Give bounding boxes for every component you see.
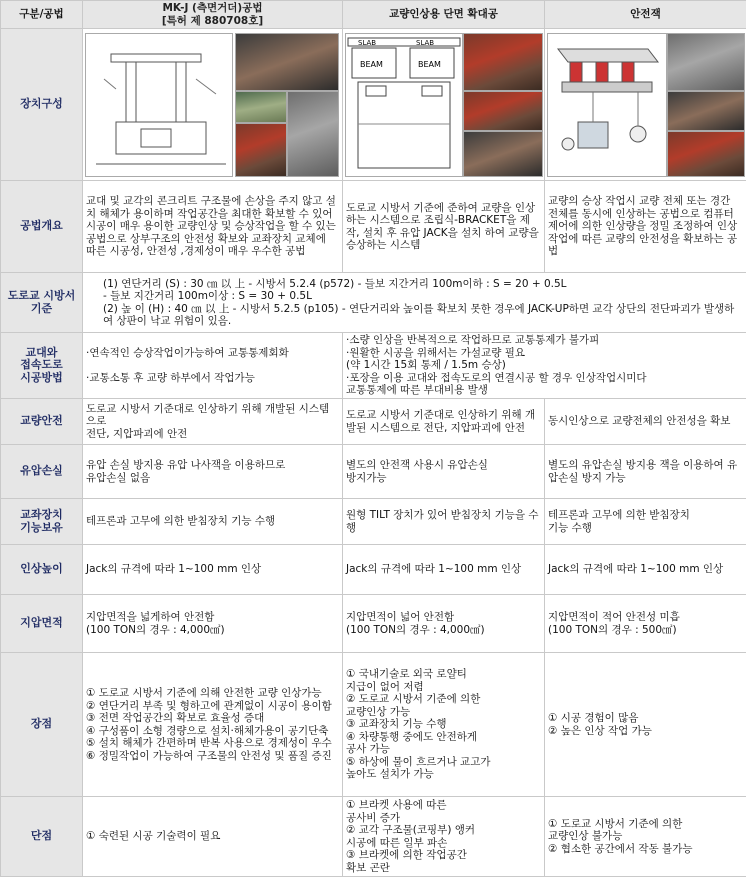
height-safety-jack: Jack의 규격에 따라 1~100 mm 인상 (545, 545, 746, 595)
area-enlargement: 지압면적이 넓어 안전함 (100 TON의 경우 : 4,000㎠) (343, 595, 545, 653)
row-overview (1, 181, 746, 273)
height-mkj: Jack의 규격에 따라 1~100 mm 인상 (83, 545, 343, 595)
drawing-label-beam-2: BEAM (418, 59, 441, 69)
header-safety-jack: 안전잭 (545, 1, 746, 29)
bearing-enlargement: 원형 TILT 장치가 있어 받침장치 기능을 수행 (343, 499, 545, 545)
header-category: 구분/공법 (1, 1, 83, 29)
mkj-drawing (85, 33, 233, 177)
row-label-safety: 교량안전 (1, 399, 83, 445)
enlargement-photo-2 (463, 91, 543, 131)
safety-jack-diagram (547, 33, 667, 177)
cons-enlargement: ① 브라켓 사용에 따른 공사비 증가 ② 교각 구조물(코핑부) 앵커 시공에 따른 일부 파손 ③ 브라켓에 의한 작업공간 확보 곤란 (343, 797, 545, 877)
enlargement-photo-1 (463, 33, 543, 91)
drawing-label-slab-2: SLAB (416, 38, 435, 47)
enlargement-drawing (345, 33, 463, 177)
row-label-cons: 단점 (1, 797, 83, 877)
row-safety (1, 399, 746, 445)
row-label-bearing: 교좌장치 기능보유 (1, 499, 83, 545)
device-figures-mkj (83, 29, 343, 181)
area-safety-jack: 지압면적이 적어 안전성 미흡 (100 TON의 경우 : 500㎠) (545, 595, 746, 653)
row-label-area: 지압면적 (1, 595, 83, 653)
row-label-traffic: 교대와 접속도로 시공방법 (1, 333, 83, 399)
device-figures-enlargement (343, 29, 545, 181)
row-label-overview: 공법개요 (1, 181, 83, 273)
row-label-pros: 장점 (1, 653, 83, 797)
row-area (1, 595, 746, 653)
spec-text: (1) 연단거리 (S) : 30 ㎝ 以 上 - 시방서 5.2.4 (p572) - 들보 지간거리 100m이하 : S = 20 + 0.5L - 들보 지간거리 100m이상 : S = 30 + 0.5L (2) 높 이 (H) : 40 ㎝ 以 上 - 시방서 5.2.5 (p105) - 연단거리와 높이를 확보치 못한 경우에 JACK-UP하면 교각 상단의 전단파괴가 발생하여 상판이 낙교 위험이 있음. (83, 273, 746, 333)
mkj-photo-4 (287, 91, 339, 177)
header-section-enlargement: 교량인상용 단면 확대공 (343, 1, 545, 29)
oil-mkj: 유압 손실 방지용 유압 나사잭을 이용하므로 유압손실 없음 (83, 445, 343, 499)
safety-safety-jack: 동시인상으로 교량전체의 안전성을 확보 (545, 399, 746, 445)
mkj-photo-1 (235, 33, 339, 91)
row-device (1, 29, 746, 181)
row-label-device: 장치구성 (1, 29, 83, 181)
bearing-mkj: 테프론과 고무에 의한 받침장치 기능 수행 (83, 499, 343, 545)
pros-mkj: ① 도로교 시방서 기준에 의해 안전한 교량 인상가능 ② 연단거리 부족 및 형하고에 관계없이 시공이 용이함 ③ 전면 작업공간의 확보로 효율성 증대 ④ 구성품이 소형 경량으로 설치·해체가용이 공기단축 ⑤ 설치 해체가 간편하며 반복 사용으로 경제성이 우수 ⑥ 정밀작업이 가능하여 구조물의 안전성 및 품질 증진 (83, 653, 343, 797)
row-traffic (1, 333, 746, 399)
overview-safety-jack: 교량의 승상 작업시 교량 전체 또는 경간 전체를 동시에 인상하는 공법으로 컴퓨터 제어에 의한 인상량을 정밀 조정하여 인상작업에 따른 교량의 안전성을 확보하는 공법 (545, 181, 746, 273)
drawing-label-slab-1: SLAB (358, 38, 377, 47)
row-label-height: 인상높이 (1, 545, 83, 595)
row-bearing (1, 499, 746, 545)
pros-enlargement: ① 국내기술로 외국 로얄티 지급이 없어 저렴 ② 도로교 시방서 기준에 의한 교량인상 가능 ③ 교좌장치 기능 수행 ④ 차량통행 중에도 안전하게 공사 가능 ⑤ 하상에 물이 흐르거나 교고가 높아도 설치가 가능 (343, 653, 545, 797)
safety-mkj: 도로교 시방서 기준대로 인상하기 위해 개발된 시스템으로 전단, 지압파괴에 안전 (83, 399, 343, 445)
row-oil (1, 445, 746, 499)
traffic-enlargement: ·소량 인상을 반복적으로 작업하므로 교통통제가 불가피 ·원활한 시공을 위해서는 가설교량 필요 (약 1시간 15회 통제 / 1.5m 승상) ·포장을 이용 교대와 접속도로의 연결시공 할 경우 인상작업시미다 교통통제에 따른 부대비용 발생 (343, 333, 746, 399)
row-label-oil: 유압손실 (1, 445, 83, 499)
safety-jack-photo-2 (667, 91, 745, 131)
enlargement-photo-3 (463, 131, 543, 177)
row-spec (1, 273, 746, 333)
row-cons (1, 797, 746, 877)
row-pros (1, 653, 746, 797)
overview-mkj: 교대 및 교각의 콘크리트 구조물에 손상을 주지 않고 설치 해체가 용이하며 작업공간을 최대한 확보할 수 있어 시공이 매우 용이한 교량인상 및 승상작업을 할 수 있는 공법으로 상부구조의 안전성 확보와 교좌장치 교체에 따른 시공성, 안전성 ,경제성이 매우 우수한 공법 (83, 181, 343, 273)
overview-enlargement: 도로교 시방서 기준에 준하여 교량을 인상하는 시스템으로 조립식-BRACKET을 제작, 설치 후 유압 JACK을 설치 하여 교량을 승상하는 시스템 (343, 181, 545, 273)
cons-safety-jack: ① 도로교 시방서 기준에 의한 교량인상 불가능 ② 협소한 공간에서 작동 불가능 (545, 797, 746, 877)
safety-enlargement: 도로교 시방서 기준대로 인상하기 위해 개발된 시스템으로 전단, 지압파괴에 안전 (343, 399, 545, 445)
drawing-label-beam-1: BEAM (360, 59, 383, 69)
safety-jack-photo-3 (667, 131, 745, 177)
area-mkj: 지압면적을 넓게하여 안전함 (100 TON의 경우 : 4,000㎠) (83, 595, 343, 653)
safety-jack-photo-1 (667, 33, 745, 91)
header-row (1, 1, 746, 29)
pros-safety-jack: ① 시공 경험이 많음 ② 높은 인상 작업 가능 (545, 653, 746, 797)
header-mkj-method: MK-J (측면거더)공법 [특허 제 880708호] (83, 1, 343, 29)
traffic-mkj: ·연속적인 승상작업이가능하여 교통통제회화 ·교통소통 후 교량 하부에서 작업가능 (83, 333, 343, 399)
height-enlargement: Jack의 규격에 따라 1~100 mm 인상 (343, 545, 545, 595)
cons-mkj: ① 숙련된 시공 기술력이 필요 (83, 797, 343, 877)
mkj-photo-2 (235, 91, 287, 123)
row-height (1, 545, 746, 595)
oil-safety-jack: 별도의 유압손실 방지용 잭을 이용하여 유압손실 방지 가능 (545, 445, 746, 499)
device-figures-safety-jack (545, 29, 746, 181)
mkj-photo-3 (235, 123, 287, 177)
bearing-safety-jack: 테프론과 고무에 의한 받침장치 기능 수행 (545, 499, 746, 545)
oil-enlargement: 별도의 안전잭 사용시 유압손실 방지가능 (343, 445, 545, 499)
row-label-spec: 도로교 시방서 기준 (1, 273, 83, 333)
